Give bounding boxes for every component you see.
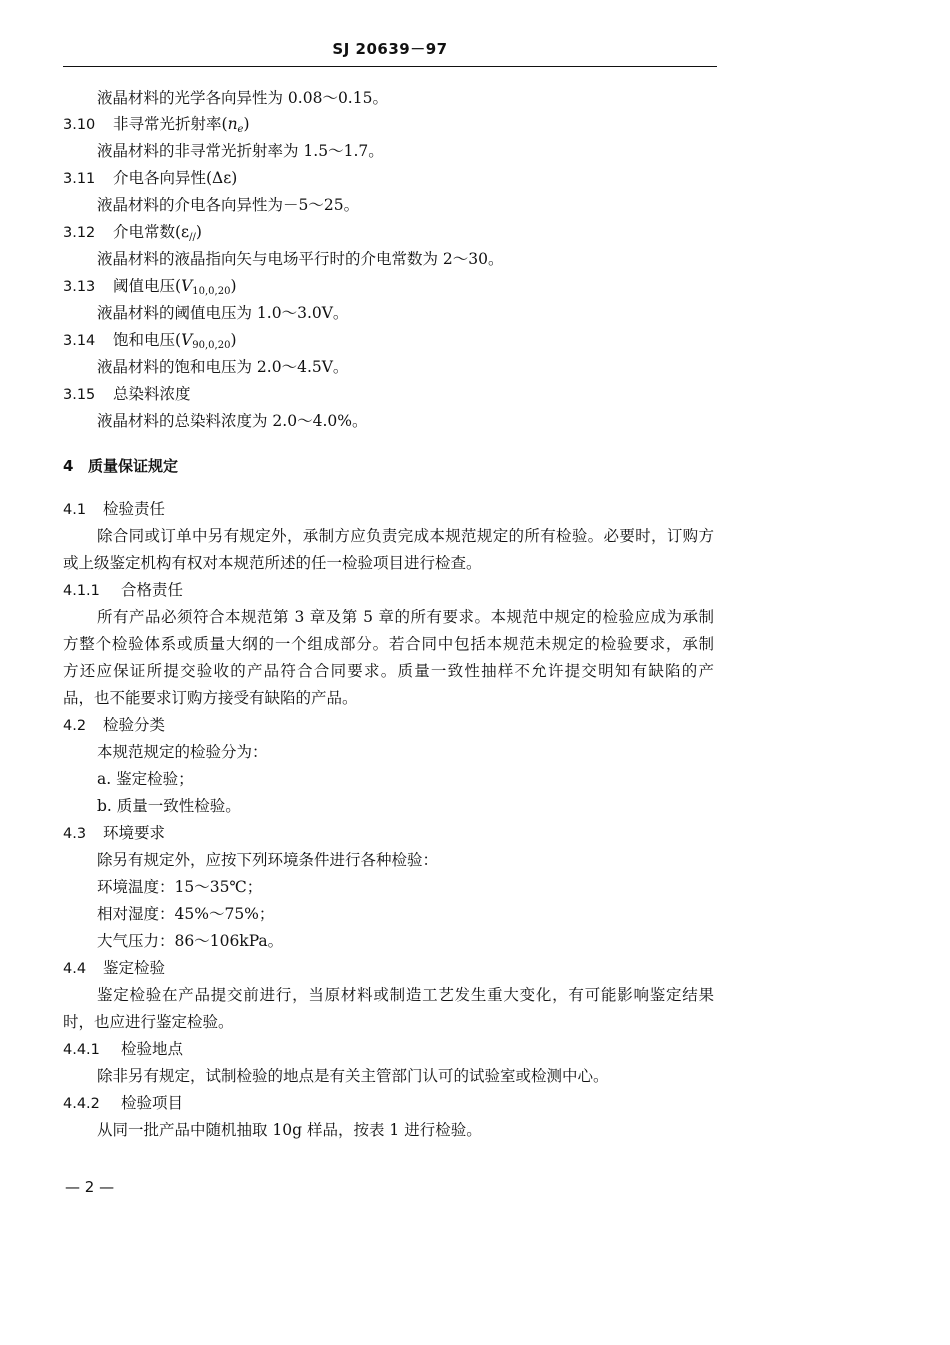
body-line: 液晶材料的介电各向异性为－5～25。 — [97, 196, 360, 214]
paragraph-line: 除非另有规定，试制检验的地点是有关主管部门认可的试验室或检测中心。 — [97, 1067, 609, 1085]
section-heading-4-3 — [63, 823, 165, 844]
body-line: 液晶材料的液晶指向矢与电场平行时的介电常数为 2～30。 — [97, 250, 504, 268]
body-line: 液晶材料的阈值电压为 1.0～3.0V。 — [97, 304, 349, 322]
close-paren: ) — [243, 115, 250, 133]
chapter-title: 质量保证规定 — [88, 457, 179, 475]
paragraph-line: 方还应保证所提交验收的产品符合合同要求。质量一致性抽样不允许提交明知有缺陷的产 — [63, 662, 714, 680]
standard-code: SJ 20639－97 — [332, 40, 448, 58]
body-line: 液晶材料的总染料浓度为 2.0～4.0%。 — [97, 412, 368, 430]
page-number: — 2 — — [65, 1178, 115, 1196]
close-paren: ) — [230, 277, 237, 295]
section-title: 饱和电压( — [113, 331, 182, 349]
paragraph-line: 鉴定检验在产品提交前进行，当原材料或制造工艺发生重大变化，有可能影响鉴定结果 — [97, 986, 714, 1004]
section-number: 4.4 — [63, 961, 87, 977]
section-title: 检验项目 — [121, 1094, 184, 1112]
paragraph-line: 本规范规定的检验分为： — [97, 743, 268, 761]
section-number: 4.1 — [63, 502, 87, 518]
list-item: 环境温度：15～35℃； — [97, 878, 263, 896]
section-heading-3-10 — [63, 114, 250, 140]
paragraph-line: 除合同或订单中另有规定外，承制方应负责完成本规范规定的所有检验。必要时，订购方 — [97, 527, 714, 545]
section-title: 检验责任 — [103, 500, 166, 518]
symbol: V — [181, 277, 193, 295]
list-item: b. 质量一致性检验。 — [97, 797, 241, 815]
subscript: 90,0,20 — [192, 340, 231, 351]
subscript: // — [189, 232, 196, 243]
section-number: 4.2 — [63, 718, 87, 734]
list-item: a. 鉴定检验； — [97, 770, 194, 788]
section-title: 检验地点 — [121, 1040, 184, 1058]
section-title: 环境要求 — [103, 824, 166, 842]
close-paren: ) — [195, 223, 202, 241]
section-number: 3.11 — [63, 171, 96, 187]
section-number: 4.3 — [63, 826, 87, 842]
section-heading-4-4-2 — [63, 1093, 183, 1114]
section-heading-3-13 — [63, 276, 237, 302]
section-heading-4-2 — [63, 715, 165, 736]
chapter-number: 4 — [63, 457, 74, 475]
list-item: 大气压力：86～106kPa。 — [97, 932, 284, 950]
body-line: 液晶材料的非寻常光折射率为 1.5～1.7。 — [97, 142, 384, 160]
section-number: 4.4.2 — [63, 1096, 100, 1112]
section-number: 4.1.1 — [63, 583, 100, 599]
section-heading-3-11 — [63, 168, 237, 189]
section-heading-3-14 — [63, 330, 237, 356]
symbol: V — [181, 331, 193, 349]
section-number: 3.14 — [63, 333, 96, 349]
chapter-heading-4 — [63, 456, 178, 476]
section-title: 非寻常光折射率( — [113, 115, 228, 133]
paragraph-line: 除另有规定外，应按下列环境条件进行各种检验： — [97, 851, 439, 869]
section-number: 3.10 — [63, 117, 96, 133]
section-title: 检验分类 — [103, 716, 166, 734]
section-title: 介电各向异性(Δε) — [113, 169, 238, 187]
section-heading-4-4 — [63, 958, 165, 979]
list-item: 相对湿度：45%～75%； — [97, 905, 275, 923]
section-number: 3.15 — [63, 387, 96, 403]
section-title: 介电常数(ε — [113, 223, 190, 241]
section-number: 4.4.1 — [63, 1042, 100, 1058]
paragraph-line: 从同一批产品中随机抽取 10g 样品，按表 1 进行检验。 — [97, 1121, 482, 1139]
paragraph-line: 所有产品必须符合本规范第 3 章及第 5 章的所有要求。本规范中规定的检验应成为承制 — [97, 608, 714, 626]
section-number: 3.13 — [63, 279, 96, 295]
section-title: 合格责任 — [121, 581, 184, 599]
subscript: e — [237, 124, 244, 135]
paragraph-line: 品，也不能要求订购方接受有缺陷的产品。 — [63, 689, 358, 707]
section-heading-3-15 — [63, 384, 191, 405]
symbol: n — [227, 115, 238, 133]
section-heading-4-4-1 — [63, 1039, 183, 1060]
body-line: 液晶材料的饱和电压为 2.0～4.5V。 — [97, 358, 349, 376]
section-heading-3-12 — [63, 222, 202, 248]
paragraph-line: 或上级鉴定机构有权对本规范所述的任一检验项目进行检查。 — [63, 554, 482, 572]
body-line: 液晶材料的光学各向异性为 0.08～0.15。 — [97, 89, 388, 107]
subscript: 10,0,20 — [192, 286, 231, 297]
paragraph-line: 时，也应进行鉴定检验。 — [63, 1013, 234, 1031]
section-title: 阈值电压( — [113, 277, 182, 295]
close-paren: ) — [230, 331, 237, 349]
section-heading-4-1-1 — [63, 580, 183, 601]
section-heading-4-1 — [63, 499, 165, 520]
section-title: 总染料浓度 — [113, 385, 191, 403]
paragraph-line: 方整个检验体系或质量大纲的一个组成部分。若合同中包括本规范未规定的检验要求，承制 — [63, 635, 714, 653]
header-rule — [63, 66, 717, 67]
section-number: 3.12 — [63, 225, 96, 241]
section-title: 鉴定检验 — [103, 959, 166, 977]
